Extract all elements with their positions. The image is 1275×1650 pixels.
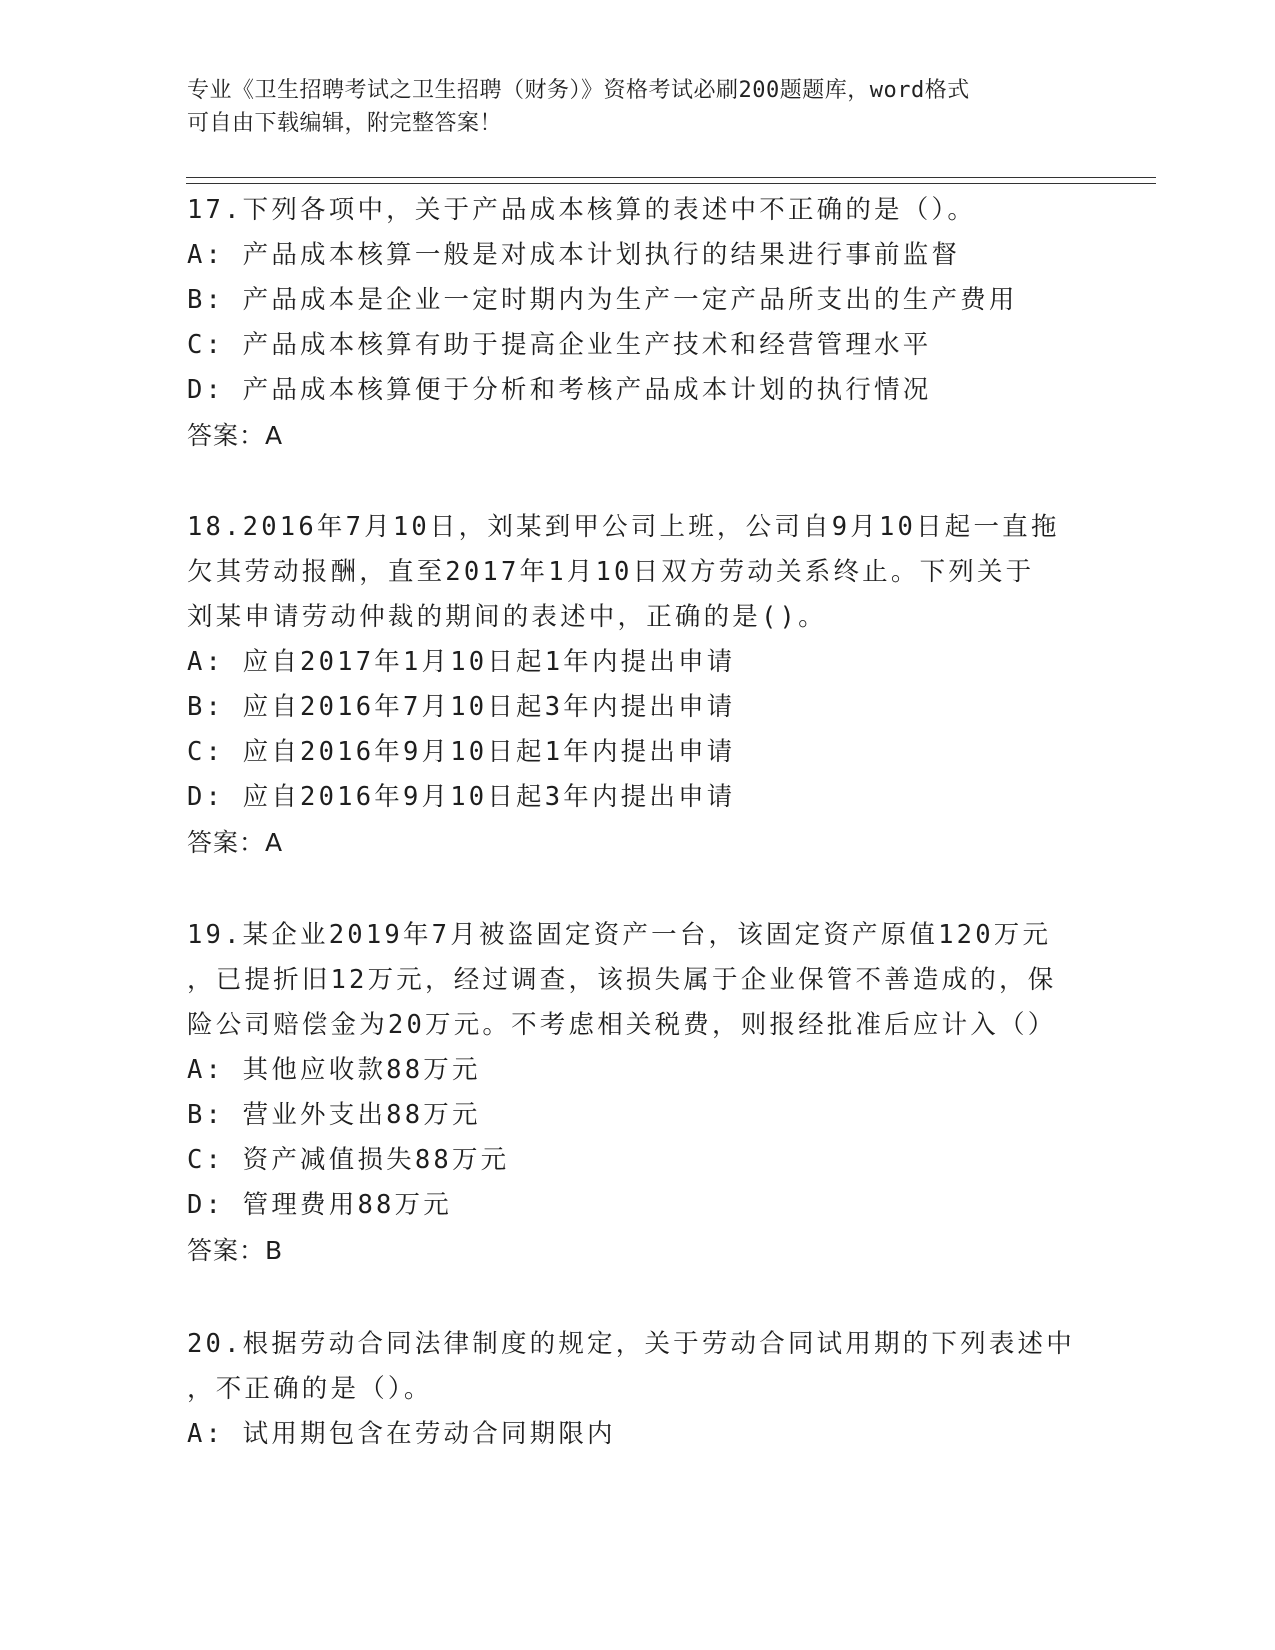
option-d: D: 应自2016年9月10日起3年内提出申请 (187, 782, 736, 812)
option-c: C: 产品成本核算有助于提高企业生产技术和经营管理水平 (187, 330, 932, 360)
header-line-2: 可自由下载编辑，附完整答案！ (187, 111, 503, 136)
question-stem: 刘某申请劳动仲裁的期间的表述中，正确的是()。 (187, 602, 827, 632)
document-header (187, 74, 1087, 140)
option-b: B: 产品成本是企业一定时期内为生产一定产品所支出的生产费用 (187, 285, 1018, 315)
answer: 答案：B (187, 1236, 284, 1265)
question-stem: 18.2016年7月10日，刘某到甲公司上班，公司自9月10日起一直拖 (187, 512, 1060, 542)
question-20 (187, 1322, 1087, 1457)
question-stem: 险公司赔偿金为20万元。不考虑相关税费，则报经批准后应计入（） (187, 1010, 1057, 1040)
question-stem: 19.某企业2019年7月被盗固定资产一台，该固定资产原值120万元 (187, 920, 1052, 950)
option-c: C: 应自2016年9月10日起1年内提出申请 (187, 737, 736, 767)
option-d: D: 管理费用88万元 (187, 1190, 452, 1220)
answer: 答案：A (187, 421, 284, 450)
question-stem: 17.下列各项中，关于产品成本核算的表述中不正确的是（）。 (187, 195, 977, 225)
question-stem: 欠其劳动报酬，直至2017年1月10日双方劳动关系终止。下列关于 (187, 557, 1035, 587)
header-divider-top (186, 177, 1156, 178)
header-line-1: 专业《卫生招聘考试之卫生招聘（财务）》资格考试必刷200题题库，word格式 (187, 78, 970, 103)
question-stem: ，不正确的是（）。 (187, 1374, 433, 1404)
question-18 (187, 505, 1087, 865)
option-a: A: 应自2017年1月10日起1年内提出申请 (187, 647, 736, 677)
option-c: C: 资产减值损失88万元 (187, 1145, 510, 1175)
header-divider-bottom (186, 183, 1156, 184)
question-19 (187, 913, 1087, 1273)
option-b: B: 营业外支出88万元 (187, 1100, 481, 1130)
question-stem: ，已提折旧12万元，经过调查，该损失属于企业保管不善造成的，保 (187, 965, 1057, 995)
option-b: B: 应自2016年7月10日起3年内提出申请 (187, 692, 736, 722)
question-stem: 20.根据劳动合同法律制度的规定，关于劳动合同试用期的下列表述中 (187, 1329, 1075, 1359)
option-a: A: 试用期包含在劳动合同期限内 (187, 1419, 616, 1449)
option-d: D: 产品成本核算便于分析和考核产品成本计划的执行情况 (187, 375, 932, 405)
question-17 (187, 188, 1087, 458)
option-a: A: 其他应收款88万元 (187, 1055, 481, 1085)
answer: 答案：A (187, 828, 284, 857)
option-a: A: 产品成本核算一般是对成本计划执行的结果进行事前监督 (187, 240, 961, 270)
